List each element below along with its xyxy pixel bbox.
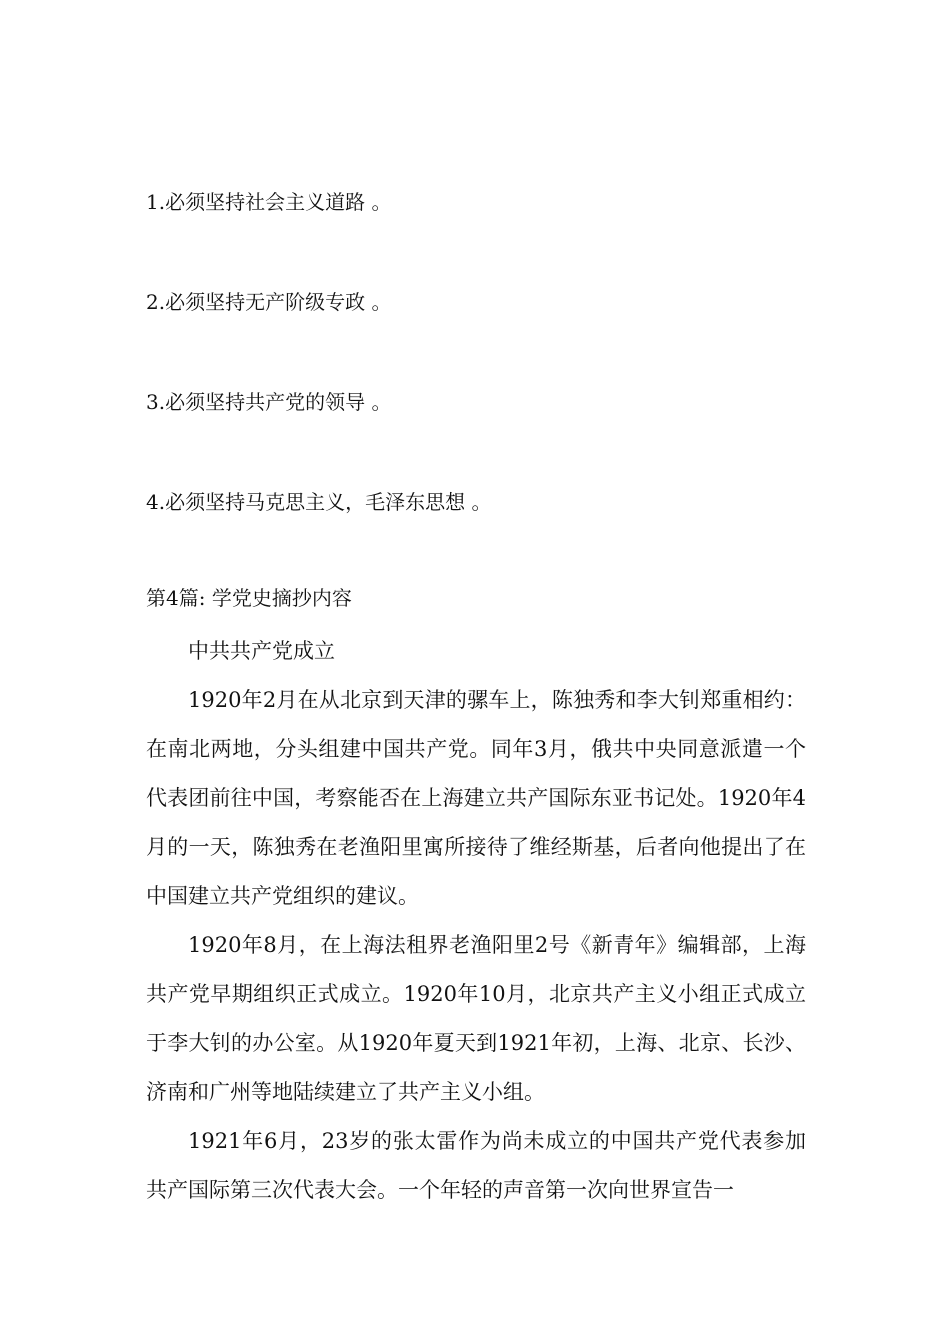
article-paragraph-3: 1921年6月，23岁的张太雷作为尚未成立的中国共产党代表参加共产国际第三次代表大会。一个年轻的声音第一次向世界宣告一 [146,1129,806,1202]
article-paragraph-2: 1920年8月，在上海法租界老渔阳里2号《新青年》编辑部，上海共产党早期组织正式成立。1920年10月，北京共产主义小组正式成立于李大钊的办公室。从1920年夏天到1921年初，上海、北京、长沙、济南和广州等地陆续建立了共产主义小组。 [146,933,806,1104]
article-paragraph-1: 1920年2月在从北京到天津的骡车上，陈独秀和李大钊郑重相约：在南北两地，分头组建中国共产党。同年3月，俄共中央同意派遣一个代表团前往中国，考察能否在上海建立共产国际东亚书记处。1920年4月的一天，陈独秀在老渔阳里寓所接待了维经斯基，后者向他提出了在中国建立共产党组织的建议。 [146,688,806,908]
article-body [146,630,806,1215]
principle-item-3: 3.必须坚持共产党的领导 。 [146,390,392,414]
article-subtitle: 中共共产党成立 [188,639,335,663]
principle-item-4: 4.必须坚持马克思主义，毛泽东思想 。 [146,490,492,514]
principle-item-1: 1.必须坚持社会主义道路 。 [146,190,392,214]
principle-item-2: 2.必须坚持无产阶级专政 。 [146,290,392,314]
section-heading: 第4篇: 学党史摘抄内容 [146,586,352,610]
